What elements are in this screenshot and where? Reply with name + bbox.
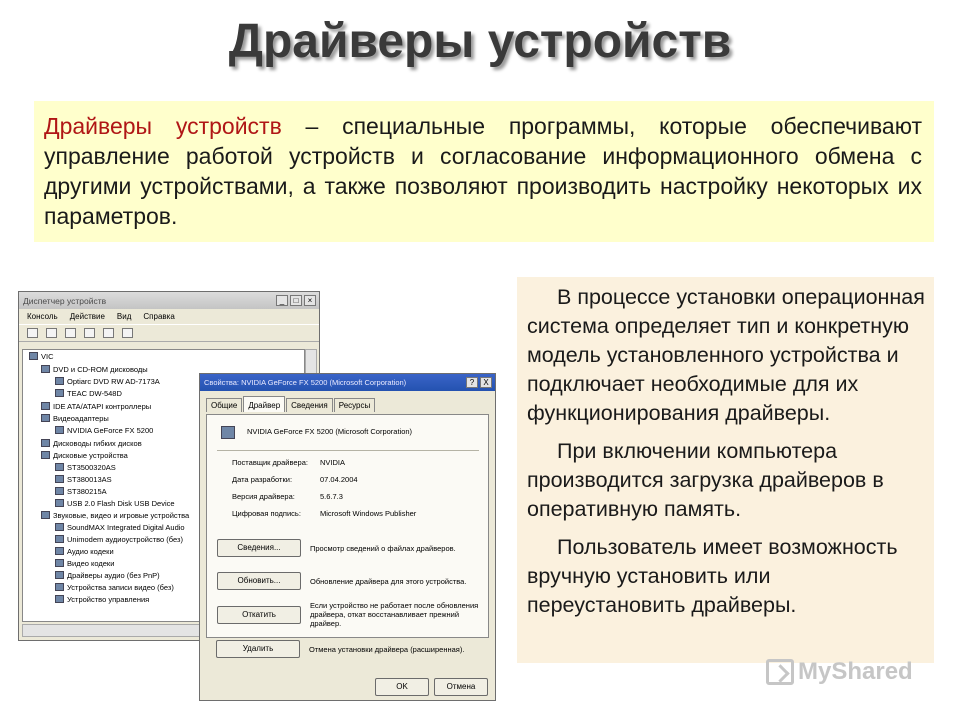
sound-icon — [55, 547, 64, 555]
controller-icon — [41, 402, 50, 410]
tree-node[interactable]: NVIDIA GeForce FX 5200 — [55, 426, 153, 435]
tab-driver[interactable]: Драйвер — [243, 396, 285, 412]
sound-icon — [41, 511, 50, 519]
sound-icon — [55, 559, 64, 567]
disk-icon — [55, 487, 64, 495]
forward-icon[interactable] — [46, 328, 57, 338]
device-manager-toolbar — [19, 324, 319, 342]
scan-icon[interactable] — [122, 328, 133, 338]
cdrom-icon — [41, 365, 50, 373]
tree-node[interactable]: TEAC DW-548D — [55, 389, 122, 398]
play-icon — [766, 659, 794, 685]
menu-console[interactable]: Консоль — [27, 312, 58, 321]
tree-node[interactable]: ST3500320AS — [55, 463, 116, 472]
tree-node[interactable]: ST380215A — [55, 487, 107, 496]
tree-node[interactable]: Дисководы гибких дисков — [41, 439, 142, 448]
field-value: NVIDIA — [320, 458, 346, 467]
uninstall-desc: Отмена установки драйвера (расширенная). — [309, 645, 465, 654]
computer-icon — [29, 352, 38, 360]
tree-node[interactable]: DVD и CD-ROM дисководы — [41, 365, 148, 374]
definition-box — [34, 101, 934, 242]
tree-node[interactable]: Звуковые, видео и игровые устройства — [41, 511, 189, 520]
tab-general[interactable]: Общие — [206, 398, 242, 412]
help-button[interactable]: ? — [466, 377, 478, 388]
dialog-close-button[interactable]: X — [480, 377, 492, 388]
tree-node[interactable]: Устройства записи видео (без) — [55, 583, 174, 592]
disk-icon — [41, 451, 50, 459]
driver-tab-panel — [206, 414, 489, 638]
help-icon[interactable] — [103, 328, 114, 338]
sound-icon — [55, 523, 64, 531]
divider — [217, 450, 479, 451]
properties-titlebar[interactable] — [200, 374, 495, 391]
watermark-logo — [766, 658, 913, 686]
slide-title: Драйверы устройств — [228, 15, 732, 68]
display-adapter-icon — [41, 414, 50, 422]
disk-icon — [55, 499, 64, 507]
field-value: Microsoft Windows Publisher — [320, 509, 417, 518]
field-label: Версия драйвера: — [232, 492, 295, 501]
ok-button[interactable]: OK — [375, 678, 429, 696]
tree-node[interactable]: Аудио кодеки — [55, 547, 114, 556]
tree-node[interactable]: ST380013AS — [55, 475, 112, 484]
sound-icon — [55, 535, 64, 543]
watermark-text: MyShared — [798, 658, 913, 685]
details-desc: Просмотр сведений о файлах драйверов. — [310, 544, 456, 553]
rollback-desc: Если устройство не работает после обновления драйвера, откат восстанавливает прежний драйвер. — [310, 601, 479, 628]
field-value: 07.04.2004 — [320, 475, 358, 484]
display-adapter-icon — [55, 426, 64, 434]
tree-node[interactable]: Устройство управления — [55, 595, 149, 604]
note-paragraph: При включении компьютера производится загрузка драйверов в оперативную память. — [527, 439, 884, 521]
tree-node[interactable]: IDE ATA/ATAPI контроллеры — [41, 402, 151, 411]
sound-icon — [55, 595, 64, 603]
details-button[interactable]: Сведения... — [217, 539, 301, 557]
maximize-button[interactable]: □ — [290, 295, 302, 306]
tree-node[interactable]: Видео кодеки — [55, 559, 114, 568]
tree-node[interactable]: Видеоадаптеры — [41, 414, 109, 423]
tree-node[interactable]: VIC — [29, 352, 54, 361]
display-adapter-icon — [221, 426, 235, 439]
sound-icon — [55, 583, 64, 591]
properties-icon[interactable] — [65, 328, 76, 338]
cdrom-icon — [55, 377, 64, 385]
tree-node[interactable]: Дисковые устройства — [41, 451, 128, 460]
device-manager-title: Диспетчер устройств — [23, 295, 107, 306]
tree-node[interactable]: Optiarc DVD RW AD-7173A — [55, 377, 160, 386]
cancel-button[interactable]: Отмена — [434, 678, 488, 696]
device-manager-titlebar[interactable] — [19, 292, 319, 309]
update-button[interactable]: Обновить... — [217, 572, 301, 590]
field-label: Цифровая подпись: — [232, 509, 301, 518]
tree-node[interactable]: Драйверы аудио (без PnP) — [55, 571, 160, 580]
update-desc: Обновление драйвера для этого устройства. — [310, 577, 467, 586]
rollback-button[interactable]: Откатить — [217, 606, 301, 624]
tree-node[interactable]: SoundMAX Integrated Digital Audio — [55, 523, 185, 532]
definition-text: – специальные программы, которые обеспечивают управление работой устройств и согласование информационного обмена с другими устройствами, а также позволяют производить настройку некоторых их параметров. — [44, 113, 922, 229]
close-button[interactable]: × — [304, 295, 316, 306]
field-label: Поставщик драйвера: — [232, 458, 308, 467]
sound-icon — [55, 571, 64, 579]
menu-help[interactable]: Справка — [143, 312, 175, 321]
tree-node[interactable]: USB 2.0 Flash Disk USB Device — [55, 499, 175, 508]
tab-resources[interactable]: Ресурсы — [334, 398, 376, 412]
device-manager-menubar — [19, 309, 319, 324]
field-label: Дата разработки: — [232, 475, 293, 484]
cdrom-icon — [55, 389, 64, 397]
menu-view[interactable]: Вид — [116, 312, 132, 321]
note-paragraph: В процессе установки операционная система определяет тип и конкретную модель установленного устройства и подключает необходимые для их функционирования драйверы. — [527, 285, 925, 425]
disk-icon — [55, 463, 64, 471]
minimize-button[interactable]: _ — [276, 295, 288, 306]
floppy-icon — [41, 439, 50, 447]
field-value: 5.6.7.3 — [320, 492, 343, 501]
device-name: NVIDIA GeForce FX 5200 (Microsoft Corporation) — [247, 427, 413, 436]
disk-icon — [55, 475, 64, 483]
back-icon[interactable] — [27, 328, 38, 338]
uninstall-button[interactable]: Удалить — [216, 640, 300, 658]
properties-tabs — [206, 398, 376, 412]
print-icon[interactable] — [84, 328, 95, 338]
menu-action[interactable]: Действие — [69, 312, 105, 321]
notes-box — [517, 277, 934, 663]
definition-term: Драйверы устройств — [44, 113, 282, 139]
note-paragraph: Пользователь имеет возможность вручную установить или переустановить драйверы. — [527, 535, 898, 617]
properties-dialog — [199, 373, 496, 701]
properties-title: Свойства: NVIDIA GeForce FX 5200 (Microsoft Corporation) — [204, 378, 407, 387]
tab-details[interactable]: Сведения — [286, 398, 333, 412]
tree-node[interactable]: Unimodem аудиоустройство (без) — [55, 535, 183, 544]
